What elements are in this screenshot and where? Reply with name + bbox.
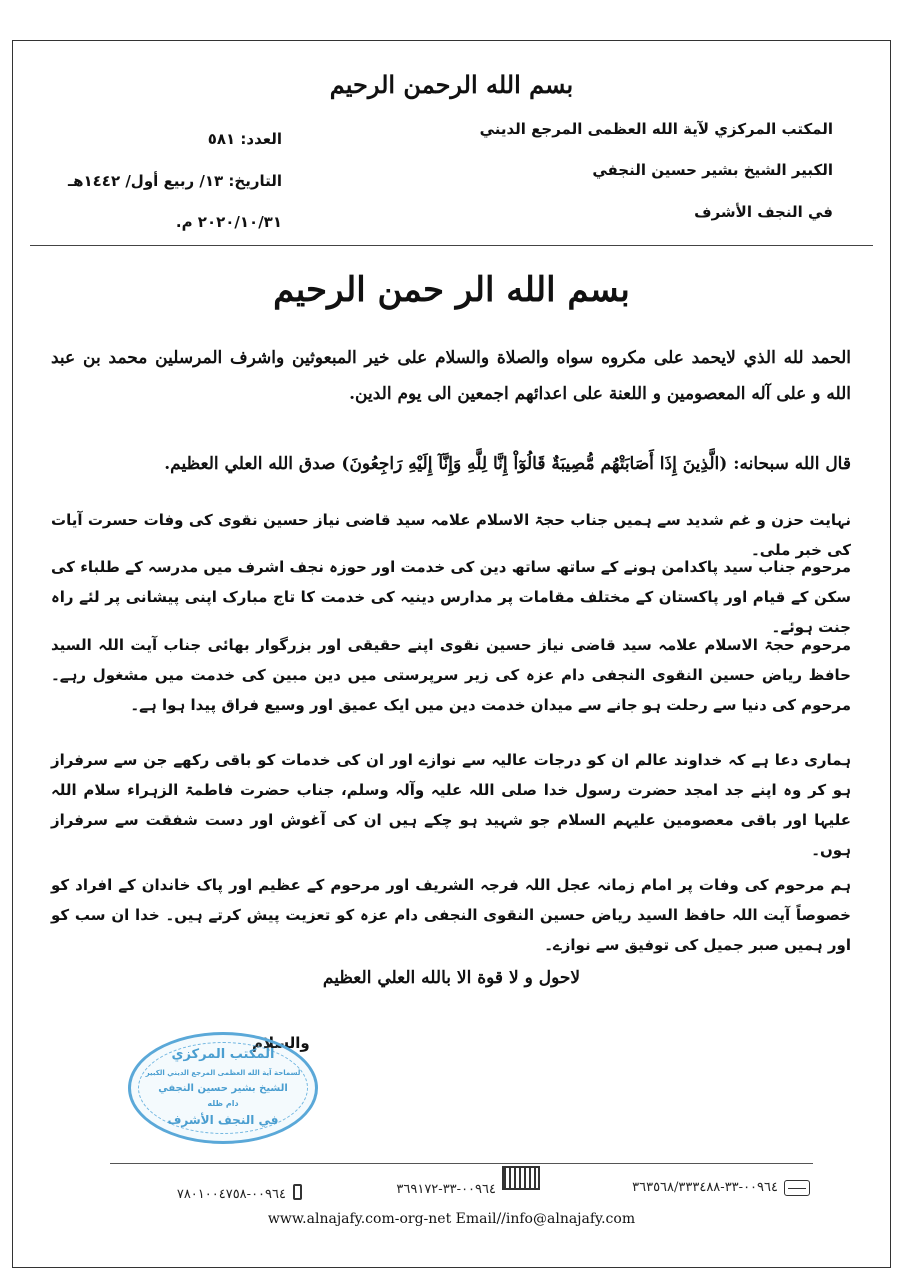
office-stamp [128,1032,318,1144]
date-gregorian: ٢٠٢٠/١٠/٣١ م. [175,213,282,231]
stamp-line-2: لسماحة آية الله العظمى المرجع الديني الكبير [145,1069,301,1077]
fax-number: ٠٠٩٦٤-٣٣-٣٦٩١٧٢ [396,1182,496,1197]
mobile-number: ٠٠٩٦٤-٧٨٠١٠٠٤٧٥٨ [176,1187,286,1202]
footer-divider [110,1163,813,1164]
stamp-line-3: الشيخ بشير حسين النجفي [158,1083,288,1094]
header-divider [30,245,873,246]
office-line-2: الكبير الشيخ بشير حسين النجفي [592,161,833,179]
urdu-paragraph-3: مرحوم حجۃ الاسلام علامہ سید قاضی نیاز حسین نقوی اپنے حقیقی اور بزرگوار بھائی جناب آیت اللہ السید حافظ ریاض حسین النقوی النجفی دام عزہ کی زیر سرپرستی میں دین مبین کی خدمت میں مشغول رہے۔ مرحوم کی دنیا سے رحلت ہو جانے سے میدان خدمت دین میں ایک عمیق اور وسیع فراق پیدا ہوا ہے۔ [51,636,851,714]
office-line-1: المكتب المركزي لآية الله العظمى المرجع الديني [479,120,833,138]
document-number: العدد: ٥٨١ [207,130,282,148]
header-basmala: بسم الله الرحمن الرحيم [329,70,574,99]
closing-phrase: لاحول و لا قوة الا بالله العلي العظيم [322,968,581,988]
stamp-line-5: في النجف الأشرف [167,1113,279,1127]
website-email: www.alnajafy.com-org-net Email//info@alnajafy.com [267,1211,636,1227]
main-basmala: بسم الله الر حمن الرحيم [273,270,630,310]
verse-paragraph: قال الله سبحانه: (الَّذِينَ إِذَا أَصَابَتْهُم مُّصِيبَةٌ قَالُوٓاْ إِنَّا لِلَّهِ وَإِنَّآ إِلَيْهِ رَاجِعُونَ) صدق الله العلي العظيم. [164,454,851,474]
salam-signoff: والسلام [252,1034,310,1052]
urdu-paragraph-5: ہم مرحوم کی وفات پر امام زمانہ عجل اللہ فرجہ الشریف اور مرحوم کے عظیم اور پاک خاندان کے افراد کو خصوصاً آیت اللہ حافظ السید ریاض حسین النقوی النجفی دام عزہ کو تعزیت پیش کرتے ہیں۔ خدا ان سب کو اور ہمیں صبر جمیل کی توفیق سے نوازے۔ [51,876,851,954]
office-line-3: في النجف الأشرف [694,203,833,221]
urdu-paragraph-2: مرحوم جناب سید پاکدامن ہونے کے ساتھ ساتھ دین کی خدمت اور حوزہ نجف اشرف میں مدرسہ کے طلباء کی سکن کے قیام اور پاکستان کے مختلف مقامات پر مدارس دینیہ کی خدمت کا تاج مبارک اپنی پیشانی پر لئے راہ جنت ہوئے۔ [51,558,851,636]
landline-numbers: ٠٠٩٦٤-٣٣-٣٦٣٥٦٨/٣٣٣٤٨٨ [632,1180,778,1195]
telephone-icon [784,1180,810,1196]
urdu-paragraph-4: ہماری دعا ہے کہ خداوند عالم ان کو درجات عالیہ سے نوازے اور ان کی خدمات کو باقی رکھے جن سے سرفراز ہو کر وہ اپنے جد امجد حضرت رسول خدا صلی اللہ علیہ وآلہ وسلم، جناب حضرت فاطمۃ الزہراء سلام اللہ علیہا اور باقی معصومین علیہم السلام جو شہید ہو چکے ہیں ان کی آغوش اور دست شفقت سے سرفراز ہوں۔ [51,751,851,859]
urdu-paragraph-1: نہایت حزن و غم شدید سے ہمیں جناب حجۃ الاسلام علامہ سید قاضی نیاز حسین نقوی کی وفات حسرت آیات کی خبر ملی۔ [51,511,851,559]
stamp-line-4: دام ظله [207,1099,239,1108]
praise-paragraph: الحمد لله الذي لايحمد على مكروه سواه والصلاة والسلام على خير المبعوثين واشرف المرسلين محمد بن عبد الله و على آله المعصومين و اللعنة على اعدائهم اجمعين الى يوم الدين. [51,348,851,404]
date-hijri: التاريخ: ١٣/ ربيع أول/ ١٤٤٢هـ [67,172,282,190]
mobile-phone-icon [293,1184,302,1200]
stamp-title: المكتب المركزي [171,1047,275,1062]
fax-icon [502,1166,540,1190]
